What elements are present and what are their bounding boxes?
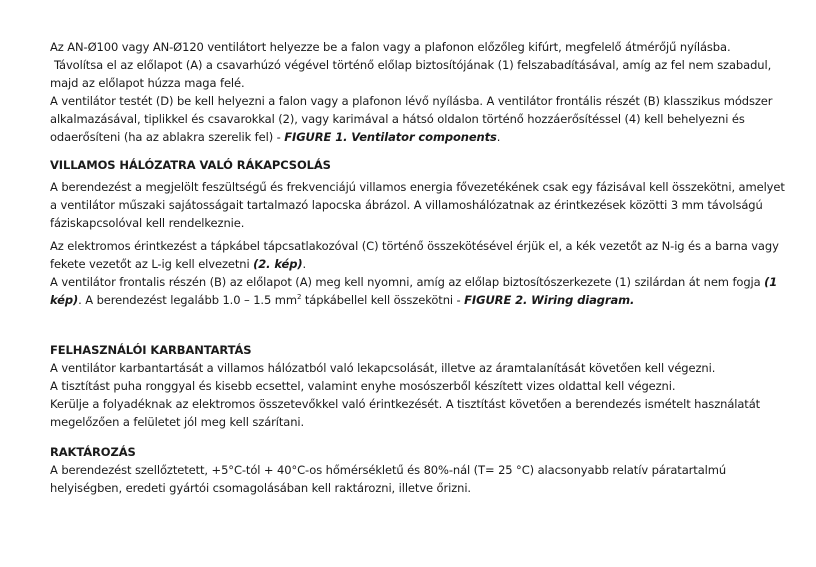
electrical-p3-mid2: tápkábellel kell összekötni - — [301, 293, 465, 307]
electrical-heading: VILLAMOS HÁLÓZATRA VALÓ RÁKAPCSOLÁS — [50, 158, 331, 172]
document-page — [50, 38, 790, 497]
electrical-paragraph-2 — [50, 237, 790, 309]
maintenance-paragraph — [50, 359, 790, 431]
figure-1-reference: FIGURE 1. Ventilator components — [284, 130, 497, 144]
intro-line-3: A ventilátor testét (D) be kell helyezni a falon vagy a plafonon lévő nyílásba. A ventilátor frontális részét (B) klasszikus módszer alkalmazásával, tiplikkel és csavarokkal (2), vagy karimával a hátsó oldalon történő hozzáerősítéssel (4) kell behelyezni és odaerősíteni (ha az ablakra szerelik fel) - — [50, 94, 773, 144]
image-2-reference: (2. kép) — [253, 257, 303, 271]
electrical-p2-text: Az elektromos érintkezést a tápkábel tápcsatlakozóval (C) történő összekötésével érjük el, a kék vezetőt az N-ig és a barna vagy fekete vezetőt az L-ig kell elvezetni — [50, 239, 779, 271]
maintenance-heading: FELHASZNÁLÓI KARBANTARTÁS — [50, 343, 252, 357]
storage-heading: RAKTÁROZÁS — [50, 445, 136, 459]
image-1-reference: (1 kép) — [50, 275, 778, 307]
intro-line-1: Az AN-Ø100 vagy AN-Ø120 ventilátort helyezze be a falon vagy a plafonon előzőleg kifúrt, megfelelő átmérőjű nyílásba. — [50, 40, 731, 54]
intro-paragraph-1 — [50, 38, 790, 146]
electrical-paragraph-1: A berendezést a megjelölt feszültségű és frekvenciájú villamos energia fővezetékének csak egy fázisával kell összekötni, amelyet a ventilátor műszaki sajátosságait tartalmazó lapocska ábrázol. A villamoshálózatnak az érintkezések közötti 3 mm távolságú fáziskapcsolóval kell rendelkeznie. — [50, 180, 785, 230]
electrical-p2-end: . — [302, 257, 307, 271]
figure-2-reference: FIGURE 2. Wiring diagram. — [464, 293, 635, 307]
storage-paragraph: A berendezést szellőztetett, +5°C-tól + 40°C-os hőmérsékletű és 80%-nál (T= 25 °C) alacsonyabb relatív páratartalmú helyiségben, eredeti gyártói csomagolásában kell raktározni, illetve őrizni. — [50, 463, 727, 495]
electrical-p3-mid: . A berendezést legalább 1.0 – 1.5 mm — [78, 293, 297, 307]
intro-line-3-end: . — [496, 130, 501, 144]
squared-superscript: 2 — [296, 293, 302, 302]
electrical-p3-text: A ventilátor frontalis részén (B) az előlapot (A) meg kell nyomni, amíg az előlap biztosítószerkezete (1) szilárdan át nem fogja — [50, 275, 765, 289]
intro-line-2: Távolítsa el az előlapot (A) a csavarhúzó végével történő előlap biztosítójának (1) felszabadításával, amíg az fel nem szabadul, majd az előlapot húzza maga felé. — [50, 58, 772, 90]
maintenance-line-3: Kerülje a folyadéknak az elektromos összetevőkkel való érintkezését. A tisztítást követően a berendezés ismételt használatát megelőzően a felületet jól meg kell szárítani. — [50, 397, 761, 429]
maintenance-line-1: A ventilátor karbantartását a villamos hálózatból való lekapcsolását, illetve az áramtalanítását követően kell végezni. — [50, 361, 716, 375]
maintenance-line-2: A tisztítást puha ronggyal és kisebb ecsettel, valamint enyhe mosószerből készített vizes oldattal kell végezni. — [50, 379, 676, 393]
